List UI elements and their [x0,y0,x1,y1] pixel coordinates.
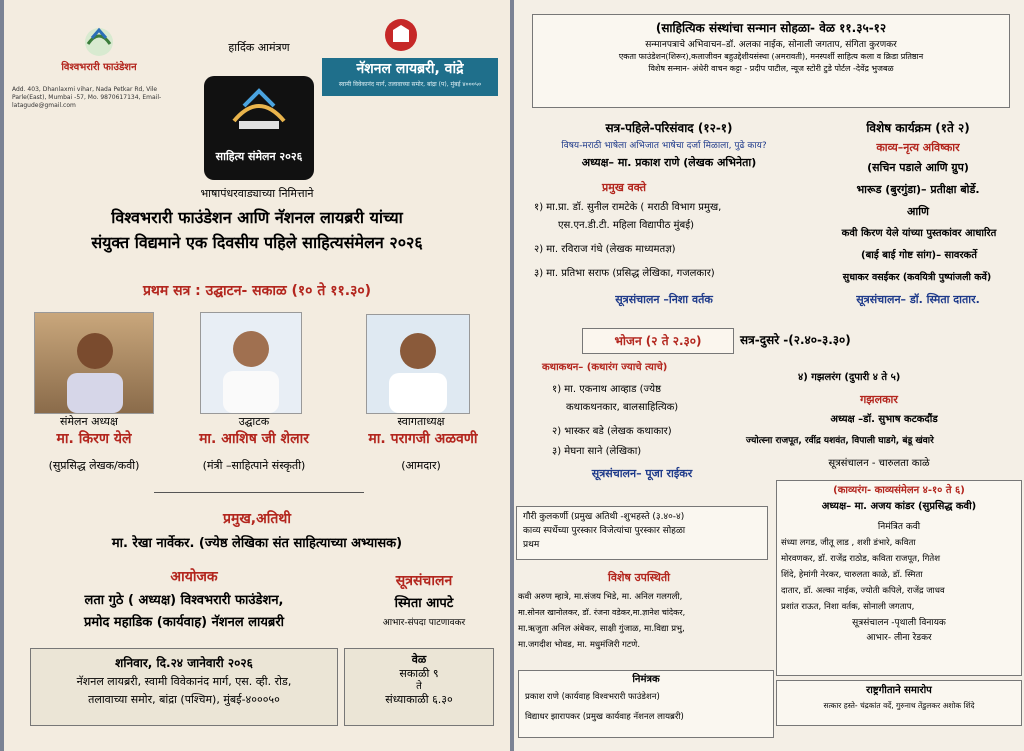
anthem-box [776,680,1022,726]
ghazal-title: ४) गझलरंग (दुपारी ४ ते ५) [798,372,901,383]
session-1-heading: प्रथम सत्र : उद्घाटन- सकाळ (१० ते ११.३०) [142,283,372,299]
ghazal-chair: अध्यक्ष –डॉ. सुभाष कटकदौंड [830,414,938,425]
invite-heading: हार्दिक आमंत्रण [228,41,290,54]
award-line-2: काव्य स्पर्धेच्या पुरस्कार विजेत्यांचा पुरस्कार सोहळा [523,526,686,536]
felicitation-title: (साहित्यिक संस्थांचा सन्मान सोहळा- वेळ ११.३५-१२ [655,21,887,35]
speaker-1b: एस.एन.डी.टी. महिला विद्यापीठ मुंबई) [558,220,695,231]
session-1-topic: विषय-मराठी भाषेला अभिजात भाषेचा दर्जा मिळाला, पुढे काय? [561,141,767,151]
venue-line-1: नॅशनल लायब्ररी, स्वामी विवेकानंद मार्ग, एस. व्ही. रोड, [76,675,292,688]
special-presence-3: मा.ऋजुता अनिल अंबेकर, साक्षी गुंजाळ, मा.विद्या प्रभु, [518,624,685,634]
award-box [516,506,768,560]
poetry-anchor: सूत्रसंचालन -पृथाली विनायक [852,618,946,628]
foundation-name: विश्वभरारी फाउंडेशन [61,62,137,73]
library-banner [322,58,498,96]
divider [154,492,364,493]
nimantrak-box [518,670,774,738]
special-line-2: भारूड (बुरगुंडा)– प्रतीक्षा बोर्डे. [856,183,980,196]
felicitation-line-3: विशेष सन्मान- अंधेरी वाचन कट्टा - प्रदीप पाटील, न्यूज स्टोरी टुडे पोर्टल -देवेंद्र भुजबळ [648,64,894,73]
poetry-line-3: शिंदे, हेमांगी नेरकर, चारुलता काळे, डॉ. स्मिता [781,570,923,580]
guest-photo-1 [34,312,154,414]
felicitation-line-2: एकता फाउंडेशन(शिरूर),कलाजीवन बहुउद्देशीयसंस्था (अमरावती), मनस्पर्शी साहित्य कला व क्रिडा प्रतिष्ठान [618,52,924,61]
story-1b: कथाकथनकार, बालसाहित्यिक) [566,402,679,413]
ghazal-names: ज्योत्स्ना राजपूत, रवींद्र यशवंत, विपाली घाडगे, बंडू खंवारे [746,436,934,446]
special-presence-title: विशेष उपस्थिती [608,571,670,584]
organizer-2: प्रमोद महाडिक (कार्यवाह) नॅशनल लायब्ररी [83,615,285,630]
special-presence-1: कवी अरुण म्हात्रे, मा.संजय भिडे, मा. अनिल गलगली, [518,592,683,602]
guest-photo-2 [200,312,302,414]
venue-line-2: तलावाच्या समोर, बांद्रा (पश्चिम), मुंबई-४०००५० [88,693,280,706]
guest-photo-3 [366,314,470,414]
poetry-box [776,480,1022,676]
session-2-title: सत्र-दुसरे -(२.४०-३.३०) [740,333,851,347]
date-line: शनिवार, दि.२४ जानेवारी २०२६ [115,656,253,670]
poetry-line-5: प्रशांत राऊत, निशा वर्तक, सोनाली जगताप, [781,602,915,612]
sammelan-emblem-icon [204,76,314,146]
guest-1-role: संमेलन अध्यक्ष [60,415,118,428]
nimantrak-1: प्रकाश राणे (कार्यवाह विश्वभरारी फाउंडेशन) [525,692,660,702]
anchor-name: स्मिता आपटे [394,596,454,611]
guest-3-desc: (आमदार) [401,459,441,472]
anthem-title: राष्ट्रगीताने समारोप [866,685,932,696]
speaker-3: ३) मा. प्रतिभा सराफ (प्रसिद्ध लेखिका, गजलकार) [534,268,715,279]
time-start: सकाळी ९ [399,667,439,680]
special-presence-4: मा.जगदीश भोवड, मा. मधुमंजिरी गटणे. [518,640,641,650]
poetry-line-4: दातार, डॉ. अल्का नाईक, ज्योती कपिले, राजेंद्र जाधव [781,586,945,596]
guest-3-name: मा. परागजी अळवणी [368,431,478,447]
foundation-address: Add. 403, Dhanlaxmi vihar, Nada Petkar Rd, Vile Parle(East), Mumbai -57, Mo. 9870617134, Email- latagude@gmail.com [12,86,162,109]
guest-3-role: स्वागताध्यक्ष [397,415,445,428]
anthem-line: सत्कार हस्ते- चंद्रकांत वर्दे, गुरुनाथ तेंडुलकर अशोक शिंदे [823,701,975,710]
library-logo-icon [384,18,418,52]
special-line-3: आणि [906,205,930,218]
guest-2-desc: (मंत्री –साहित्पाने संस्कृती) [202,459,306,472]
lunch-label: भोजन (२ ते २.३०) [614,334,702,348]
special-line-1: (सचिन पडाले आणि ग्रुप) [867,161,969,174]
story-1a: १) मा. एकनाथ आव्हाड (ज्येष्ठ [552,384,661,395]
session-1-chair: अध्यक्ष– मा. प्रकाश राणे (लेखक अभिनेता) [581,156,757,169]
special-line-6: सुधाकर वसईकर (कवयित्री पुष्पांजली कर्वे) [842,272,992,283]
foundation-logo [44,22,154,62]
nimantrak-title: निमंत्रक [632,674,660,685]
chief-guest: मा. रेखा नार्वेकर. (ज्येष्ठ लेखिका संत साहित्याच्या अभ्यासक) [111,536,403,551]
story-2: २) भास्कर बडे (लेखक कथाकार) [552,426,672,437]
guest-2-name: मा. आशिष जी शेलार [199,431,309,447]
poetry-line-1: संध्या लगड, जीतू लाड , शशी डंभारे, कविता [781,538,916,548]
headline-line-1: विश्वभरारी फाउंडेशन आणि नॅशनल लायब्ररी यांच्या [111,208,403,227]
award-line-3: प्रथम [523,540,540,550]
poetry-chair: अध्यक्ष– मा. अजय कांडर (सुप्रसिद्ध कवी) [821,501,977,512]
poetry-thanks: आभार- लीना रेडकर [866,633,932,643]
anchor-title: सूत्रसंचालन [395,573,453,589]
time-box [344,648,494,726]
organizer-title: आयोजक [170,569,218,585]
felicitation-box [532,14,1010,108]
ghazal-sub: गझलकार [860,393,898,406]
special-line-5: (बाई बाई गोष्ट सांग)– सावरकर्ते [861,250,977,261]
special-presence-2: मा.सोनल खानोलकर, डॉ. रंजना वडेकर,मा.ज्ञानेश चांदेकर, [518,608,686,617]
invitation-left-panel [4,0,510,751]
speaker-1a: १) मा.प्रा. डॉ. सुनील रामटेके ( मराठी विभाग प्रमुख, [534,202,722,213]
date-venue-box [30,648,338,726]
occasion-line: भाषापंधरवाड्याच्या निमित्ताने [200,187,314,200]
sammelan-logo [204,76,314,180]
special-program-title: विशेष कार्यक्रम (१ते २) [866,121,970,135]
felicitation-line-1: सन्मानपत्राचे अभिवाचन–डॉ. अलका नाईक, सोनाली जगताप, संगिता कुरणकर [645,40,897,50]
story-3: ३) मेघना साने (लेखिका) [552,446,642,457]
time-label: वेळ [411,653,427,666]
session-1-speakers-title: प्रमुख वक्ते [602,181,646,194]
guest-2-role: उद्घाटक [238,415,270,428]
special-anchor: सूत्रसंचालन– डॉ. स्मिता दातार. [856,293,980,306]
invitation-right-panel [514,0,1024,751]
library-name: नॅशनल लायब्ररी, वांद्रे [356,61,464,77]
guest-1-name: मा. किरण येले [56,431,132,447]
special-program-sub: काव्य–नृत्य अविष्कार [876,141,960,154]
organizer-1: लता गुठे ( अध्यक्ष) विश्वभरारी फाउंडेशन, [84,593,284,608]
poetry-line-2: मोरवणकर, डॉ. राजेंद्र राठोड, कविता राजपूत, गितेश [781,554,941,564]
special-line-4: कवी किरण येले यांच्या पुस्तकांवर आधारित [841,228,997,239]
foundation-logo-icon [44,22,154,62]
time-to: ते [416,681,422,692]
nimantrak-2: विद्याधर झारापकर (प्रमुख कार्यवाह नॅशनल लायब्ररी) [525,712,684,722]
story-title: कथाकथन– (कथारंग ज्याचे त्याचे) [542,362,668,373]
ghazal-anchor: सूत्रसंचालन - चारुलता काळे [828,458,930,469]
poetry-invited: निमंत्रित कवी [877,522,921,532]
poetry-title: (काव्यरंग- काव्यसंमेलन ४-१० ते ६) [833,485,965,496]
anchor-thanks: आभार-संपदा पाटणावकर [382,618,466,628]
lunch-box [582,328,734,354]
time-end: संध्याकाळी ६.३० [385,693,453,706]
chief-guest-title: प्रमुख,अतिथी [223,511,291,527]
headline-line-2: संयुक्त विद्यमाने एक दिवसीय पहिले साहित्यसंमेलन २०२६ [91,233,423,252]
sammelan-logo-text: साहित्य संमेलन २०२६ [215,150,303,163]
guest-1-desc: (सुप्रसिद्ध लेखक/कवी) [48,459,140,472]
library-address: स्वामी विवेकानंद मार्ग, तलावाच्या समोर, बांद्रा (प), मुंबई ४०००५० [338,81,482,88]
speaker-2: २) मा. रविराज गंधे (लेखक माध्यमतज्ञ) [534,244,676,255]
award-line-1: गौरी कुलकर्णी (प्रमुख अतिथी -शुभहस्ते (३.४०-४) [523,512,685,522]
story-anchor: सूत्रसंचालन– पूजा राईकर [591,467,693,480]
session-1-title: सत्र-पहिले-परिसंवाद (१२-१) [605,121,733,135]
session-1-anchor: सूत्रसंचालन –निशा वर्तक [615,293,713,306]
